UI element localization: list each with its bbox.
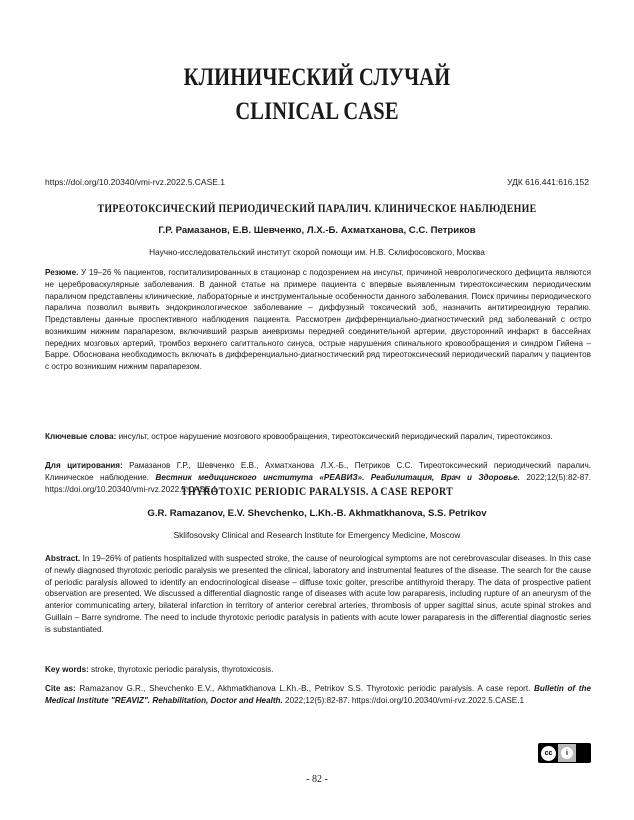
cite-journal-en: Bulletin of the Medical Institute "REAVIZ". Rehabilitation, Doctor and Health.: [45, 684, 591, 705]
cite-tail-en[interactable]: 2022;12(5):82-87. https://doi.org/10.20340/vmi-rvz.2022.5.CASE.1: [282, 695, 524, 705]
abstract-en: [45, 553, 591, 635]
section-title-ru: КЛИНИЧЕСКИЙ СЛУЧАЙ: [183, 64, 451, 91]
page-number: - 82 -: [306, 774, 328, 785]
institution-en: Sklifosovsky Clinical and Research Institute for Emergency Medicine, Moscow: [173, 530, 461, 540]
article-title-en: THYROTOXIC PERIODIC PARALYSIS. A CASE REPORT: [181, 486, 453, 498]
authors-en: G.R. Ramazanov, E.V. Shevchenko, L.Kh.-B. Akhmatkhanova, S.S. Petrikov: [147, 508, 487, 519]
keywords-text-en: stroke, thyrotoxic periodic paralysis, thyrotoxicosis.: [88, 665, 274, 674]
keywords-text-ru: инсульт, острое нарушение мозгового кровообращения, тиреотоксический периодический паралич, тиреотоксикоз.: [116, 432, 553, 441]
institution-ru: Научно-исследовательский институт скорой помощи им. Н.В. Склифосовского, Москва: [149, 247, 485, 257]
keywords-ru: [45, 431, 591, 443]
cite-text-ru: Рамазанов Г.Р., Шевченко Е.В., Ахматханова Л.Х.-Б., Петриков С.С. Тиреотоксический периодический паралич. Клиническое наблюдение.: [45, 461, 592, 482]
attribution-icon: i: [561, 747, 573, 759]
abstract-text-en: In 19–26% of patients hospitalized with suspected stroke, the cause of neurological symptoms are not cerebrovascular diseases. In this case of newly diagnosed thyrotoxic periodic paralysis we presented the clinical, laboratory and instrumental features of the disease. The search for the cause of periodic paralysis allowed to identify an endocrinological disease – diffuse toxic goiter, prescribe antithyroid therapy. The data of prospective patient observation are presented. We discussed a differential diagnostic range of diseases with acute low paraparesis, including rupture of an aneurysm of the anterior communicating artery, bilateral infarction in territory of anterior cerebral arteries, thrombosis of upper sagittal sinus, acute spinal strokes and Guillain – Barre syndrome. The need to include thyrotoxic periodic paralysis in patients with acute lower paraparesis in the differential diagnostic series is substantiated.: [45, 554, 591, 634]
abstract-ru: [45, 267, 591, 373]
cite-label-ru: Для цитирования:: [45, 461, 123, 470]
citation-en: [45, 683, 591, 707]
keywords-label-ru: Ключевые слова:: [45, 432, 117, 441]
section-title-en: CLINICAL CASE: [235, 98, 399, 125]
doi-link[interactable]: https://doi.org/10.20340/vmi-rvz.2022.5.CASE.1: [45, 177, 226, 187]
keywords-label-en: Key words:: [45, 665, 89, 674]
udc-code: УДК 616.441:616.152: [507, 177, 589, 187]
cite-tail-ru[interactable]: 2022;12(5):82-87. https://doi.org/10.20340/vmi-rvz.2022.5.CASE.1: [45, 472, 591, 494]
abstract-text-ru: У 19–26 % пациентов, госпитализированных в стационар с подозрением на инсульт, причиной неврологического дефицита являются не цереброваскулярные заболевания. В данной статье на примере пациента с впервые выявленным тиреотоксическим периодическим параличом представлены клинические, лабораторные и инструментальные особенности данного заболевания. Поиск причины периодического паралича позволил выявить эндокринологическое заболевание – диффузный токсический зоб, назначить антитиреоидную терапию. Представлены данные проспективного наблюдения пациента. Рассмотрен дифференциально-диагностический ряд заболеваний с остро возникшим нижним парапарезом, включивший разрыв аневризмы передней соединительной артерии, двусторонний инфаркт в бассейнах передних мозговых артерий, тромбоз верхнего сагиттального синуса, острые нарушения спинального кровообращения и синдром Гийена – Барре. Обоснована необходимость включать в дифференциально-диагностический ряд тиреотоксический периодический паралич у пациентов с остро возникшим нижним парапарезом.: [45, 268, 591, 371]
keywords-en: [45, 664, 591, 676]
cite-label-en: Cite as:: [45, 684, 76, 693]
cc-logo-icon: cc: [541, 746, 556, 761]
article-title-ru: ТИРЕОТОКСИЧЕСКИЙ ПЕРИОДИЧЕСКИЙ ПАРАЛИЧ. КЛИНИЧЕСКОЕ НАБЛЮДЕНИЕ: [97, 203, 537, 215]
authors-ru: Г.Р. Рамазанов, Е.В. Шевченко, Л.Х.-Б. Ахматханова, С.С. Петриков: [158, 225, 476, 236]
creative-commons-by-icon[interactable]: [538, 743, 591, 763]
cite-journal-ru: Вестник медицинского института «РЕАВИЗ». Реабилитация, Врач и Здоровье.: [155, 472, 520, 482]
cite-text-en: Ramazanov G.R., Shevchenko E.V., Akhmatkhanova L.Kh.-B., Petrikov S.S. Thyrotoxic periodic paralysis. A case report.: [75, 684, 535, 693]
abstract-label-ru: Резюме.: [45, 268, 79, 277]
abstract-label-en: Abstract.: [45, 554, 81, 563]
